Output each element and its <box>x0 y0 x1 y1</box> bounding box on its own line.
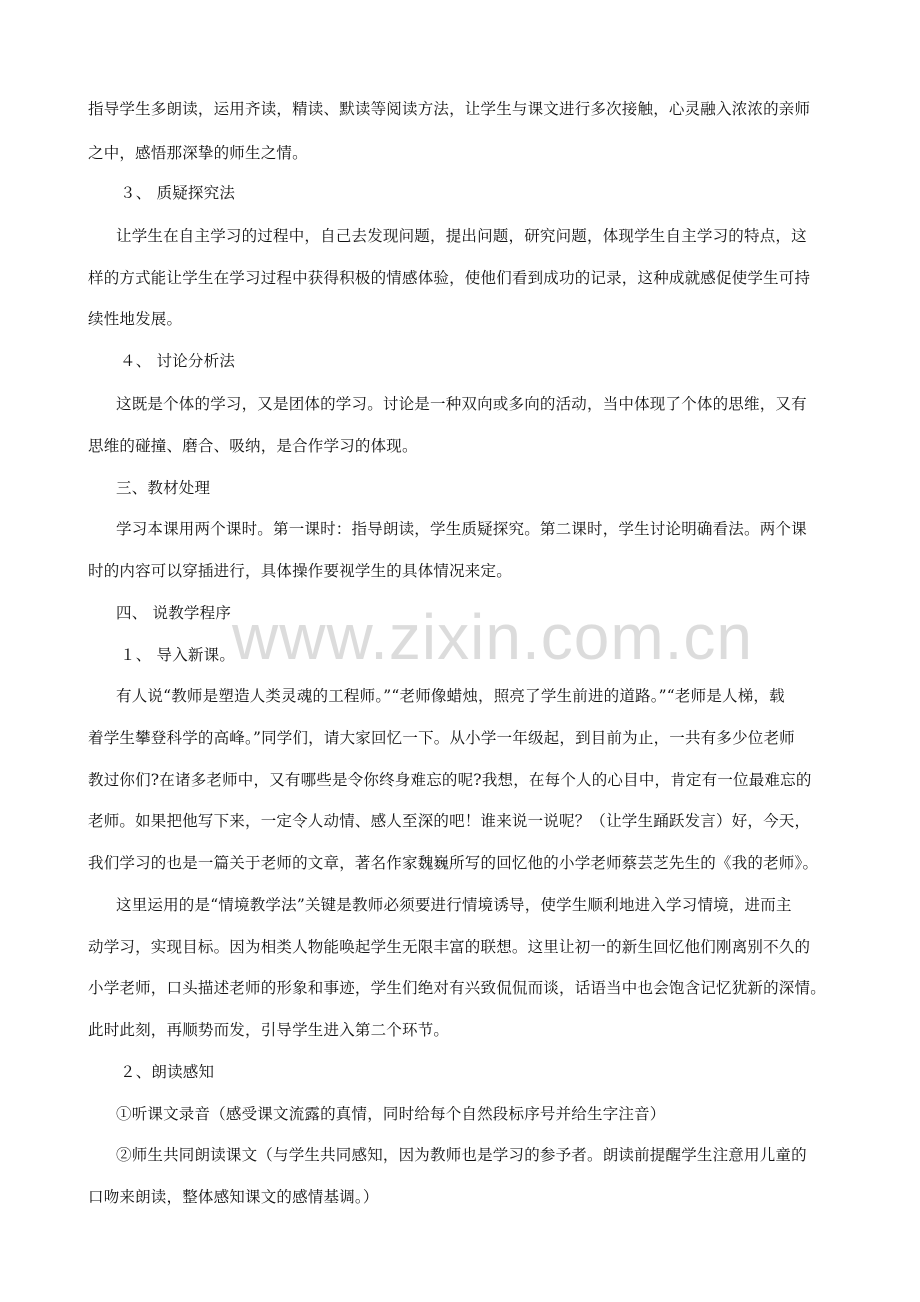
paragraph-line: 老师。如果把他写下来，一定令人动情、感人至深的吧！谁来说一说呢？（让学生踊跃发言）好，今天， <box>88 812 811 830</box>
paragraph-line: 着学生攀登科学的高峰。”同学们，请大家回忆一下。从小学一年级起，到目前为止，一共有多少位老师 <box>88 729 795 747</box>
section-heading: 三、教材处理 <box>116 479 211 497</box>
paragraph-line: 这里运用的是“情境教学法”关键是教师必须要进行情境诱导，使学生顺利地进入学习情境，进而主 <box>116 896 792 914</box>
paragraph-line: 教过你们?在诸多老师中，又有哪些是令你终身难忘的呢?我想，在每个人的心目中，肯定有一位最难忘的 <box>88 771 812 789</box>
watermark-text: www.zixin.com.cn <box>232 601 753 673</box>
paragraph-line: 学习本课用两个课时。第一课时：指导朗读，学生质疑探究。第二课时，学生讨论明确看法。两个课 <box>116 520 807 538</box>
paragraph-line: 续性地发展。 <box>88 310 183 328</box>
paragraph-line: 样的方式能让学生在学习过程中获得积极的情感体验，使他们看到成功的记录，这种成就感促使学生可持 <box>88 269 811 287</box>
paragraph-line: 此时此刻，再顺势而发，引导学生进入第二个环节。 <box>88 1021 450 1039</box>
paragraph-line: 时的内容可以穿插进行，具体操作要视学生的具体情况来定。 <box>88 562 512 580</box>
section-heading: ２、朗读感知 <box>120 1063 215 1081</box>
paragraph-line: 有人说“教师是塑造人类灵魂的工程师。”“老师像蜡烛，照亮了学生前进的道路。”“老师是人梯，载 <box>116 687 785 705</box>
paragraph-line: 动学习，实现目标。因为相类人物能唤起学生无限丰富的联想。这里让初一的新生回忆他们刚离别不久的 <box>88 938 811 956</box>
section-heading: ４、 讨论分析法 <box>120 352 236 370</box>
list-item: ①听课文录音（感受课文流露的真情，同时给每个自然段标序号并给生字注音） <box>116 1105 666 1123</box>
paragraph-line: 指导学生多朗读，运用齐读，精读、默读等阅读方法，让学生与课文进行多次接触，心灵融入浓浓的亲师 <box>88 100 811 118</box>
paragraph-line: 小学老师，口头描述老师的形象和事迹，学生们绝对有兴致侃侃而谈，话语当中也会饱含记忆犹新的深情。 <box>88 979 826 997</box>
paragraph-line: 这既是个体的学习，又是团体的学习。讨论是一种双向或多向的活动，当中体现了个体的思维，又有 <box>116 395 807 413</box>
section-heading: １、 导入新课。 <box>120 646 236 664</box>
paragraph-line: 之中，感悟那深挚的师生之情。 <box>88 144 308 162</box>
list-item: ②师生共同朗读课文（与学生共同感知，因为教师也是学习的参予者。朗读前提醒学生注意用儿童的 <box>116 1146 807 1164</box>
section-heading: 四、 说教学程序 <box>116 604 232 622</box>
paragraph-line: 思维的碰撞、磨合、吸纳，是合作学习的体现。 <box>88 437 418 455</box>
paragraph-line: 口吻来朗读，整体感知课文的感情基调。） <box>88 1188 379 1206</box>
paragraph-line: 让学生在自主学习的过程中，自己去发现问题，提出问题，研究问题，体现学生自主学习的特点，这 <box>116 227 807 245</box>
section-heading: ３、 质疑探究法 <box>120 184 236 202</box>
paragraph-line: 我们学习的也是一篇关于老师的文章，著名作家魏巍所写的回忆他的小学老师蔡芸芝先生的《我的老师》。 <box>88 854 819 872</box>
